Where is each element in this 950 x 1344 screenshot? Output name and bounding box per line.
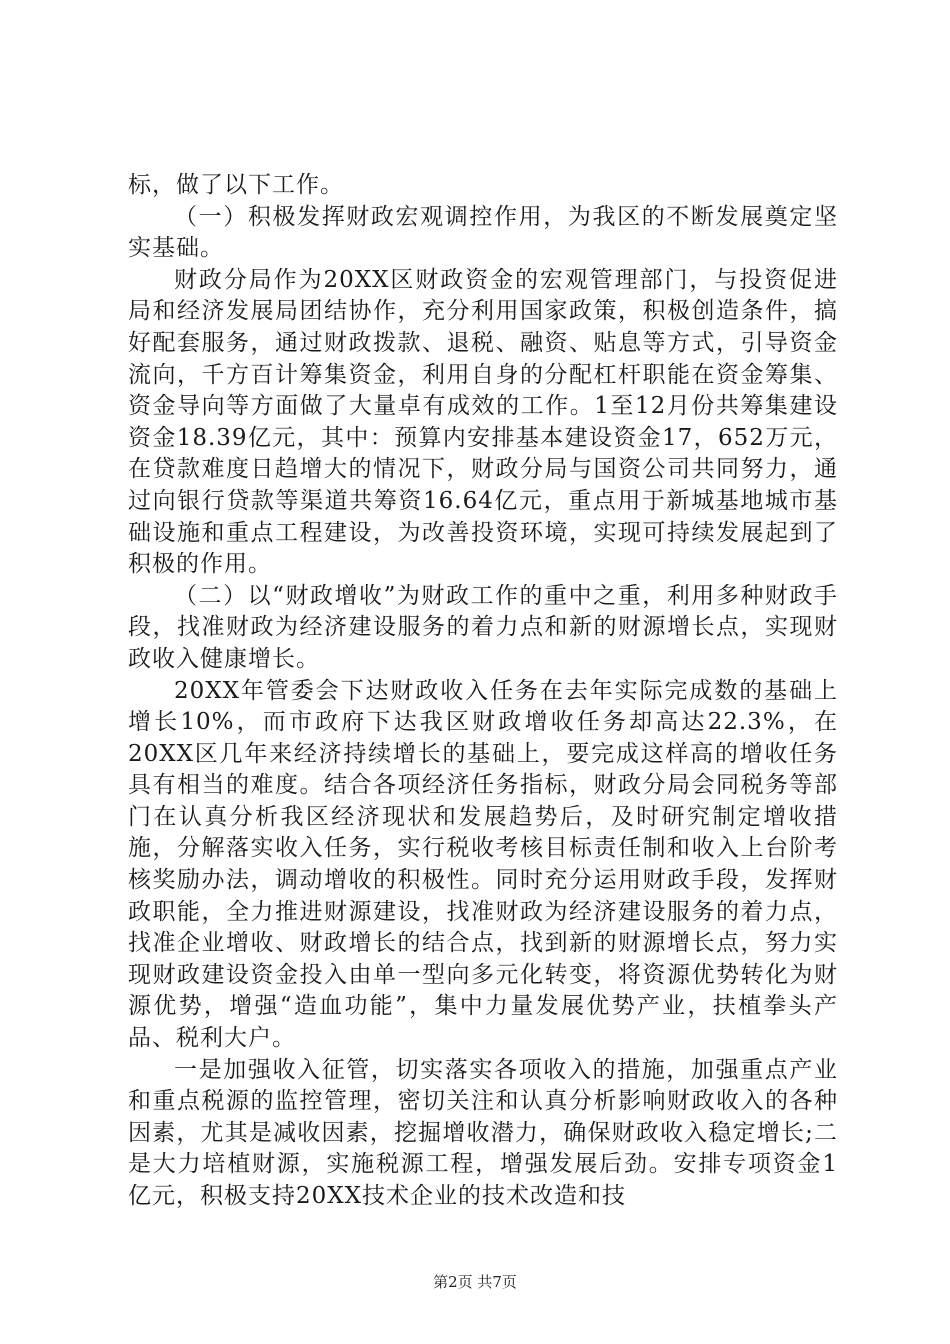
body-paragraph: 财政分局作为20XX区财政资金的宏观管理部门，与投资促进局和经济发展局团结协作，充分利用国家政策，积极创造条件，搞好配套服务，通过财政拨款、退税、融资、贴息等方式，引导资金流向，千方百计筹集资金，利用自身的分配杠杆职能在资金筹集、资金导向等方面做了大量卓有成效的工作。1至12月份共筹集建设资金18.39亿元，其中：预算内安排基本建设资金17，652万元，在贷款难度日趋增大的情况下，财政分局与国资公司共同努力，通过向银行贷款等渠道共筹资16.64亿元，重点用于新城基地城市基础设施和重点工程建设，为改善投资环境，实现可持续发展起到了积极的作用。 xyxy=(128,266,838,578)
section-heading-1: （一）积极发挥财政宏观调控作用，为我区的不断发展奠定坚实基础。 xyxy=(128,203,838,262)
section-heading-2: （二）以“财政增收”为财政工作的重中之重，利用多种财政手段，找准财政为经济建设服务的着力点和新的财源增长点，实现财政收入健康增长。 xyxy=(128,582,838,672)
document-body xyxy=(128,170,838,1213)
page-number-footer: 第2页 共7页 xyxy=(433,1273,517,1291)
paragraph-continuation: 标，做了以下工作。 xyxy=(128,172,344,198)
body-paragraph: 一是加强收入征管，切实落实各项收入的措施，加强重点产业和重点税源的监控管理，密切关注和认真分析影响财政收入的各种因素，尤其是减收因素，挖掘增收潜力，确保财政收入稳定增长;二是大力培植财源，实施税源工程，增强发展后劲。安排专项资金1亿元，积极支持20XX技术企业的技术改造和技 xyxy=(128,1056,838,1209)
body-paragraph: 20XX年管委会下达财政收入任务在去年实际完成数的基础上增长10%，而市政府下达我区财政增收任务却高达22.3%，在20XX区几年来经济持续增长的基础上，要完成这样高的增收任务具有相当的难度。结合各项经济任务指标，财政分局会同税务等部门在认真分析我区经济现状和发展趋势后，及时研究制定增收措施，分解落实收入任务，实行税收考核目标责任制和收入上台阶考核奖励办法，调动增收的积极性。同时充分运用财政手段，发挥财政职能，全力推进财源建设，找准财政为经济建设服务的着力点，找准企业增收、财政增长的结合点，找到新的财源增长点，努力实现财政建设资金投入由单一型向多元化转变，将资源优势转化为财源优势，增强“造血功能”，集中力量发展优势产业，扶植拳头产品、税利大户。 xyxy=(128,677,838,1052)
